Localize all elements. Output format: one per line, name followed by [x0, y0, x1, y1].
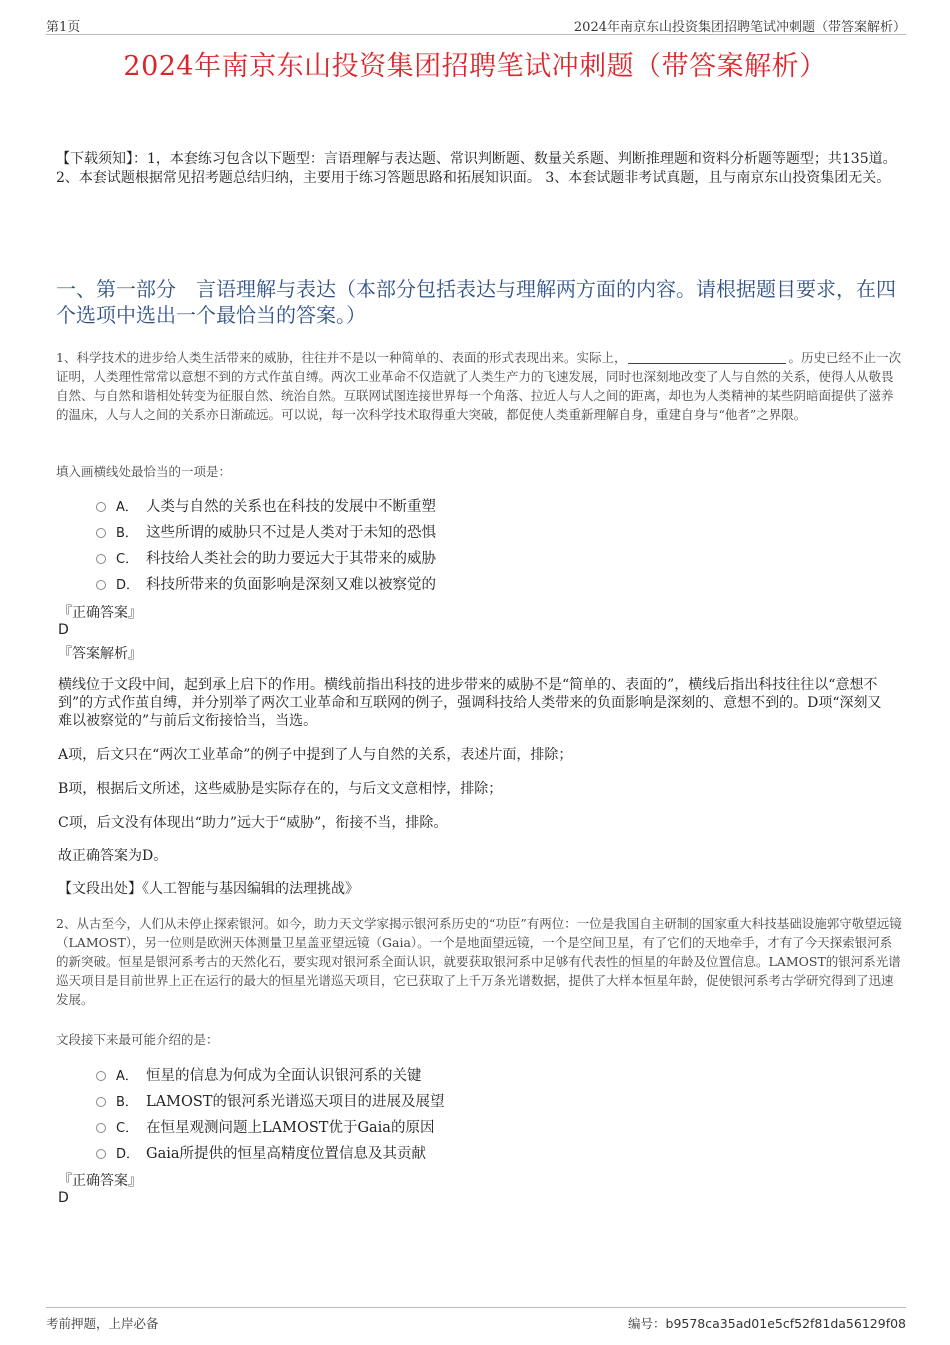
radio-icon[interactable]	[96, 1149, 106, 1159]
question-2-stem: 2、从古至今，人们从未停止探索银河。如今，助力天文学家揭示银河系历史的“功臣”有两位：一位是我国自主研制的国家重大科技基础设施郭守敬望远镜（LAMOST），另一位则是欧洲天体测量卫星盖亚望远镜（Gaia）。一个是地面望远镜，一个是空间卫星，有了它们的天地牵手，才有了今天探索银河系的新突破。恒星是银河系考古的天然化石，要实现对银河系全面认识，就要获取银河系中足够有代表性的恒星的年龄及位置信息。LAMOST的银河系光谱巡天项目是目前世界上正在运行的最大的恒星光谱巡天项目，它已获取了上千万条光谱数据，提供了大样本恒星年龄，促使银河系考古学研究得到了迅速发展。	[56, 916, 902, 1007]
section-heading: 一、第一部分 言语理解与表达（本部分包括表达与理解两方面的内容。请根据题目要求，在四个选项中选出一个最恰当的答案。）	[56, 277, 896, 327]
radio-icon[interactable]	[96, 502, 106, 512]
page-header	[46, 14, 906, 35]
download-notice: 【下载须知】：1，本套练习包含以下题型：言语理解与表达题、常识判断题、数量关系题、判断推理题和资料分析题等题型；共135道。 2、本套试题根据常见招考题总结归纳，主要用于练习答题思路和拓展知识面。 3、本套试题非考试真题，且与南京东山投资集团无关。	[56, 151, 897, 186]
question-1-options	[96, 492, 876, 596]
option-d[interactable]: D． 科技所带来的负面影响是深刻又难以被察觉的	[96, 570, 876, 596]
answer-blank	[628, 351, 786, 364]
analysis-conclusion: 故正确答案为D。	[58, 848, 168, 864]
radio-icon[interactable]	[96, 1071, 106, 1081]
analysis-option-a: A项，后文只在“两次工业革命”的例子中提到了人与自然的关系，表述片面，排除；	[58, 747, 573, 763]
analysis-paragraph: 横线位于文段中间，起到承上启下的作用。横线前指出科技的进步带来的威胁不是“简单的、表面的”，横线后指出科技往往以“意想不到”的方式作茧自缚，并分别举了两次工业革命和互联网的例子，强调科技给人类带来的负面影响是深刻的、意想不到的。D项“深刻又难以被察觉的”与前后文衔接恰当，当选。	[58, 677, 882, 729]
option-b[interactable]: B． 这些所谓的威胁只不过是人类对于未知的恐惧	[96, 518, 876, 544]
footer-slogan: 考前押题，上岸必备	[46, 1316, 159, 1331]
radio-icon[interactable]	[96, 1123, 106, 1133]
radio-icon[interactable]	[96, 580, 106, 590]
radio-icon[interactable]	[96, 1097, 106, 1107]
option-a[interactable]: A． 恒星的信息为何成为全面认识银河系的关键	[96, 1061, 876, 1087]
page-footer	[46, 1307, 906, 1330]
question-2-options	[96, 1061, 876, 1165]
option-d[interactable]: D． Gaia所提供的恒星高精度位置信息及其贡献	[96, 1139, 876, 1165]
analysis-label: 『答案解析』	[58, 646, 142, 662]
analysis-option-b: B项，根据后文所述，这些威胁是实际存在的，与后文文意相悖，排除；	[58, 781, 503, 797]
question-1-stem: 1、科学技术的进步给人类生活带来的威胁，往往并不是以一种简单的、表面的形式表现出来。实际上， 。历史已经不止一次证明，人类理性常常以意想不到的方式作茧自缚。两次工业革命不仅造就了人类生产力的飞速发展，同时也深刻地改变了人与自然的关系，使得人从敬畏自然、与自然和谐相处转变为征服自然、统治自然。互联网试图连接世界每一个角落、拉近人与人之间的距离，却也为人类精神的某些阴暗面提供了滋养的温床，人与人之间的关系亦日渐疏远。可以说，每一次科学技术取得重大突破，都促使人类重新理解自身，重建自身与“他者”之界限。	[56, 350, 901, 422]
answer-value: D	[58, 1190, 69, 1206]
option-a[interactable]: A． 人类与自然的关系也在科技的发展中不断重塑	[96, 492, 876, 518]
option-b[interactable]: B． LAMOST的银河系光谱巡天项目的进展及展望	[96, 1087, 876, 1113]
document-id: 编号：b9578ca35ad01e5cf52f81da56129f08	[628, 1316, 906, 1331]
radio-icon[interactable]	[96, 554, 106, 564]
question-1-prompt: 填入画横线处最恰当的一项是：	[56, 464, 232, 479]
page-number: 第1页	[46, 20, 81, 35]
source-citation: 【文段出处】《人工智能与基因编辑的法理挑战》	[58, 881, 359, 897]
option-c[interactable]: C． 在恒星观测问题上LAMOST优于Gaia的原因	[96, 1113, 876, 1139]
option-c[interactable]: C． 科技给人类社会的助力要远大于其带来的威胁	[96, 544, 876, 570]
answer-label: 『正确答案』	[58, 605, 142, 621]
header-doc-title: 2024年南京东山投资集团招聘笔试冲刺题（带答案解析）	[573, 20, 906, 35]
radio-icon[interactable]	[96, 528, 106, 538]
analysis-option-c: C项，后文没有体现出“助力”远大于“威胁”，衔接不当，排除。	[58, 815, 448, 831]
document-title: 2024年南京东山投资集团招聘笔试冲刺题（带答案解析）	[123, 51, 827, 82]
answer-value: D	[58, 622, 69, 638]
question-2-prompt: 文段接下来最可能介绍的是：	[56, 1032, 219, 1047]
answer-label: 『正确答案』	[58, 1173, 142, 1189]
